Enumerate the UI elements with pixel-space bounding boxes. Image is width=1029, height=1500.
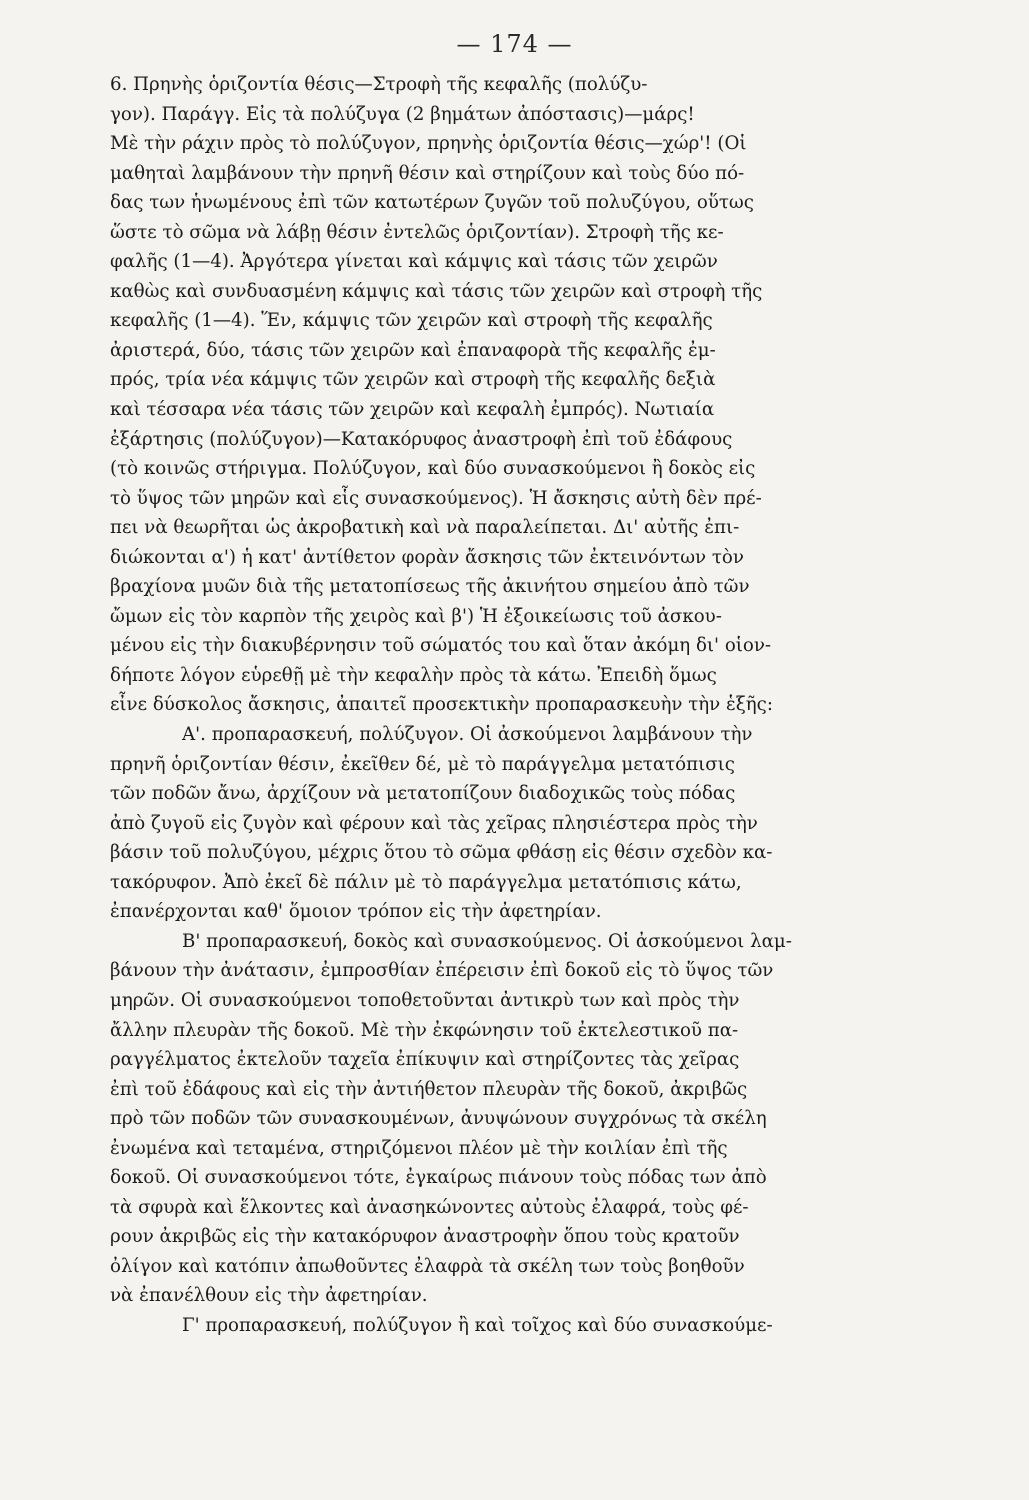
text-line: πει νὰ θεωρῆται ὡς ἀκροβατικὴ καὶ νὰ παραλείπεται. Δι' αὐτῆς ἐπι- [110, 517, 740, 539]
text-line: εἶνε δύσκολος ἄσκησις, ἀπαιτεῖ προσεκτικὴν προπαρασκευὴν τὴν ἑξῆς: [110, 694, 773, 716]
text-line: ραγγέλματος ἐκτελοῦν ταχεῖα ἐπίκυψιν καὶ στηρίζοντες τὰς χεῖρας [110, 1049, 740, 1071]
page-number: — 174 — [456, 30, 573, 58]
text-line: τακόρυφον. Ἀπὸ ἐκεῖ δὲ πάλιν μὲ τὸ παράγγελμα μετατόπισις κάτω, [110, 871, 742, 893]
text-line: ἐπὶ τοῦ ἐδάφους καὶ εἰς τὴν ἀντιήθετον πλευρὰν τῆς δοκοῦ, ἀκριβῶς [110, 1078, 748, 1100]
text-line: ὀλίγον καὶ κατόπιν ἀπωθοῦντες ἐλαφρὰ τὰ σκέλη των τοὺς βοηθοῦν [110, 1255, 745, 1277]
text-line: Α'. προπαρασκευή, πολύζυγον. Οἱ ἀσκούμενοι λαμβάνουν τὴν [182, 724, 753, 746]
text-line: γον). Παράγγ. Εἰς τὰ πολύζυγα (2 βημάτων ἀπόστασις)—μάρς! [110, 103, 695, 125]
text-line: νὰ ἐπανέλθουν εἰς τὴν ἀφετηρίαν. [110, 1285, 428, 1307]
text-line: καθὼς καὶ συνδυασμένη κάμψις καὶ τάσις τῶν χειρῶν καὶ στροφὴ τῆς [110, 280, 763, 302]
paragraph-preparation-c [110, 1311, 919, 1341]
text-line: βάνουν τὴν ἀνάτασιν, ἐμπροσθίαν ἐπέρεισιν ἐπὶ δοκοῦ εἰς τὸ ὕψος τῶν [110, 960, 774, 982]
text-line: Β' προπαρασκευή, δοκὸς καὶ συνασκούμενος. Οἱ ἀσκούμενοι λαμ- [182, 930, 792, 952]
paragraph-preparation-a [110, 720, 919, 927]
text-line: ἄλλην πλευρὰν τῆς δοκοῦ. Μὲ τὴν ἐκφώνησιν τοῦ ἐκτελεστικοῦ πα- [110, 1019, 739, 1041]
text-line: πρὸ τῶν ποδῶν τῶν συνασκουμένων, ἀνυψώνουν συγχρόνως τὰ σκέλη [110, 1108, 767, 1130]
text-line: βάσιν τοῦ πολυζύγου, μέχρις ὅτου τὸ σῶμα φθάσῃ εἰς θέσιν σχεδὸν κα- [110, 842, 773, 864]
text-line: ἐξάρτησις (πολύζυγον)—Κατακόρυφος ἀναστροφὴ ἐπὶ τοῦ ἐδάφους [110, 428, 733, 450]
text-line: μηρῶν. Οἱ συνασκούμενοι τοποθετοῦνται ἀντικρὺ των καὶ πρὸς τὴν [110, 989, 740, 1011]
paragraph-exercise-6 [110, 70, 919, 720]
text-line: ὤμων εἰς τὸν καρπὸν τῆς χειρὸς καὶ β') Ἡ ἐξοικείωσις τοῦ ἀσκου- [110, 605, 722, 627]
text-line: (τὸ κοινῶς στήριγμα. Πολύζυγον, καὶ δύο συνασκούμενοι ἢ δοκὸς εἰς [110, 458, 756, 480]
paragraph-preparation-b [110, 927, 919, 1311]
text-line: 6. Πρηνὴς ὁριζοντία θέσις—Στροφὴ τῆς κεφαλῆς (πολύζυ- [110, 74, 648, 95]
text-line: ἀπὸ ζυγοῦ εἰς ζυγὸν καὶ φέρουν καὶ τὰς χεῖρας πλησιέστερα πρὸς τὴν [110, 812, 758, 834]
text-line: Γ' προπαρασκευή, πολύζυγον ἢ καὶ τοῖχος καὶ δύο συνασκούμε- [182, 1314, 773, 1336]
text-line: ἀριστερά, δύο, τάσις τῶν χειρῶν καὶ ἐπαναφορὰ τῆς κεφαλῆς ἐμ- [110, 339, 716, 361]
text-line: δας των ἡνωμένους ἐπὶ τῶν κατωτέρων ζυγῶν τοῦ πολυζύγου, οὕτως [110, 192, 754, 214]
text-line: τὸ ὕψος τῶν μηρῶν καὶ εἷς συνασκούμενος). Ἡ ἄσκησις αὐτὴ δὲν πρέ- [110, 487, 762, 509]
text-line: ρουν ἀκριβῶς εἰς τὴν κατακόρυφον ἀναστροφὴν ὅπου τοὺς κρατοῦν [110, 1226, 740, 1248]
text-line: κεφαλῆς (1—4). Ἕν, κάμψις τῶν χειρῶν καὶ στροφὴ τῆς κεφαλῆς [110, 310, 713, 332]
text-line: Μὲ τὴν ράχιν πρὸς τὸ πολύζυγον, πρηνὴς ὁριζοντία θέσις—χώρ'! (Οἱ [110, 133, 747, 155]
text-line: τὰ σφυρὰ καὶ ἕλκοντες καὶ ἀνασηκώνοντες αὐτοὺς ἐλαφρά, τοὺς φέ- [110, 1196, 749, 1218]
text-line: ἐνωμένα καὶ τεταμένα, στηριζόμενοι πλέον μὲ τὴν κοιλίαν ἐπὶ τῆς [110, 1137, 728, 1159]
text-line: καὶ τέσσαρα νέα τάσις τῶν χειρῶν καὶ κεφαλὴ ἐμπρός). Νωτιαία [110, 399, 715, 421]
text-line: δοκοῦ. Οἱ συνασκούμενοι τότε, ἐγκαίρως πιάνουν τοὺς πόδας των ἀπὸ [110, 1167, 767, 1189]
text-line: μαθηταὶ λαμβάνουν τὴν πρηνῆ θέσιν καὶ στηρίζουν καὶ τοὺς δύο πό- [110, 162, 745, 184]
text-line: ὥστε τὸ σῶμα νὰ λάβῃ θέσιν ἐντελῶς ὁριζοντίαν). Στροφὴ τῆς κε- [110, 221, 724, 243]
text-line: βραχίονα μυῶν διὰ τῆς μετατοπίσεως τῆς ἀκινήτου σημείου ἀπὸ τῶν [110, 576, 750, 598]
text-line: μένου εἰς τὴν διακυβέρνησιν τοῦ σώματός του καὶ ὅταν ἀκόμη δι' οἱον- [110, 635, 772, 657]
text-line: διώκονται α') ἡ κατ' ἀντίθετον φορὰν ἄσκησις τῶν ἐκτεινόντων τὸν [110, 546, 744, 568]
text-line: τῶν ποδῶν ἄνω, ἀρχίζουν νὰ μετατοπίζουν διαδοχικῶς τοὺς πόδας [110, 783, 736, 805]
text-line: πρηνῆ ὁριζοντίαν θέσιν, ἐκεῖθεν δέ, μὲ τὸ παράγγελμα μετατόπισις [110, 753, 735, 775]
text-line: δήποτε λόγον εὑρεθῇ μὲ τὴν κεφαλὴν πρὸς τὰ κάτω. Ἐπειδὴ ὅμως [110, 664, 717, 686]
text-line: πρός, τρία νέα κάμψις τῶν χειρῶν καὶ στροφὴ τῆς κεφαλῆς δεξιὰ [110, 369, 716, 391]
text-line: φαλῆς (1—4). Ἀργότερα γίνεται καὶ κάμψις καὶ τάσις τῶν χειρῶν [110, 251, 718, 273]
text-line: ἐπανέρχονται καθ' ὅμοιον τρόπον εἰς τὴν ἀφετηρίαν. [110, 901, 602, 923]
